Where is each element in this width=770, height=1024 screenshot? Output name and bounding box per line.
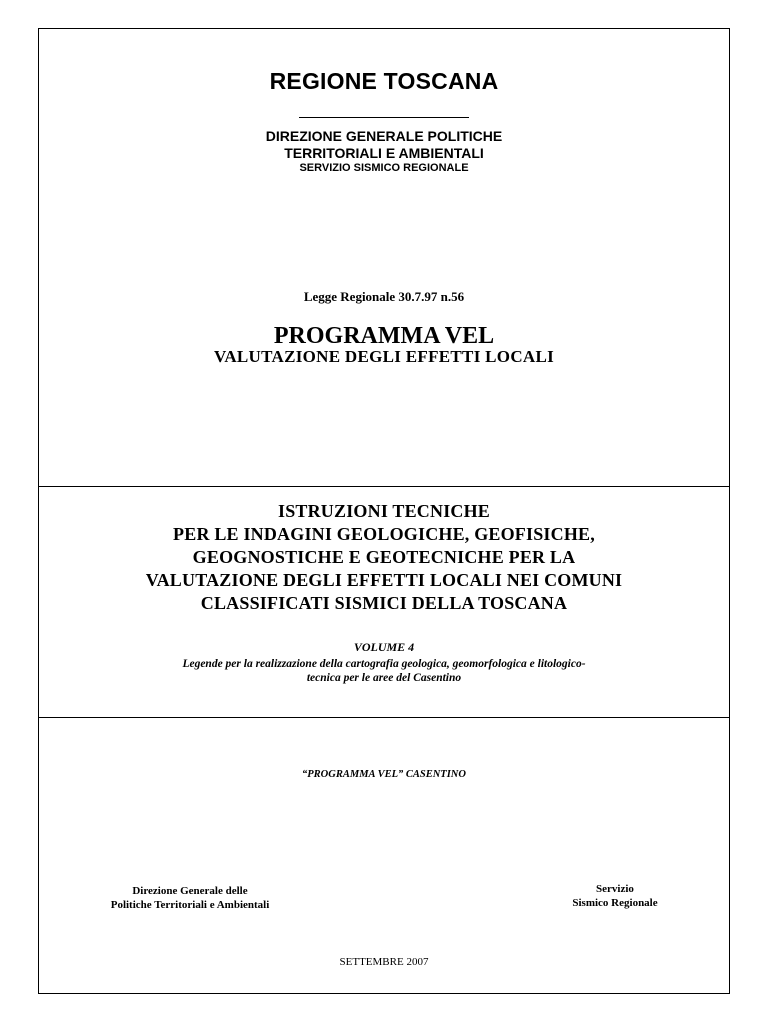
instructions-line: ISTRUZIONI TECNICHE bbox=[277, 501, 491, 521]
volume-label: VOLUME 4 bbox=[353, 640, 415, 654]
right-organization bbox=[530, 882, 700, 910]
section-divider-top bbox=[38, 486, 730, 487]
service-name: SERVIZIO SISMICO REGIONALE bbox=[299, 162, 469, 174]
left-org-line: Politiche Territoriali e Ambientali bbox=[110, 899, 270, 911]
region-title: REGIONE TOSCANA bbox=[269, 68, 499, 94]
right-org-line: Servizio bbox=[596, 883, 634, 895]
instructions-line: PER LE INDAGINI GEOLOGICHE, GEOFISICHE, bbox=[173, 524, 595, 544]
volume-description-line: Legende per la realizzazione della cartografia geologica, geomorfologica e litologico- bbox=[182, 658, 586, 670]
left-organization bbox=[70, 884, 310, 912]
section-divider-bottom bbox=[38, 717, 730, 718]
right-org-line: Sismico Regionale bbox=[572, 897, 658, 909]
direction-line-1: DIREZIONE GENERALE POLITICHE bbox=[265, 128, 503, 144]
instructions-line: GEOGNOSTICHE E GEOTECNICHE PER LA bbox=[192, 547, 576, 567]
law-reference: Legge Regionale 30.7.97 n.56 bbox=[303, 289, 465, 304]
volume-description bbox=[38, 657, 730, 685]
volume-description-line: tecnica per le aree del Casentino bbox=[306, 672, 462, 684]
program-casentino-label: “PROGRAMMA VEL” CASENTINO bbox=[302, 769, 466, 780]
title-rule bbox=[299, 117, 469, 118]
instructions-title bbox=[38, 500, 730, 615]
publication-date: SETTEMBRE 2007 bbox=[339, 956, 429, 968]
program-subtitle: VALUTAZIONE DEGLI EFFETTI LOCALI bbox=[213, 347, 555, 366]
program-title: PROGRAMMA VEL bbox=[273, 323, 495, 349]
direction-line-2: TERRITORIALI E AMBIENTALI bbox=[284, 145, 484, 161]
instructions-line: CLASSIFICATI SISMICI DELLA TOSCANA bbox=[200, 593, 568, 613]
left-org-line: Direzione Generale delle bbox=[132, 885, 248, 897]
instructions-line: VALUTAZIONE DEGLI EFFETTI LOCALI NEI COMUNI bbox=[145, 570, 623, 590]
